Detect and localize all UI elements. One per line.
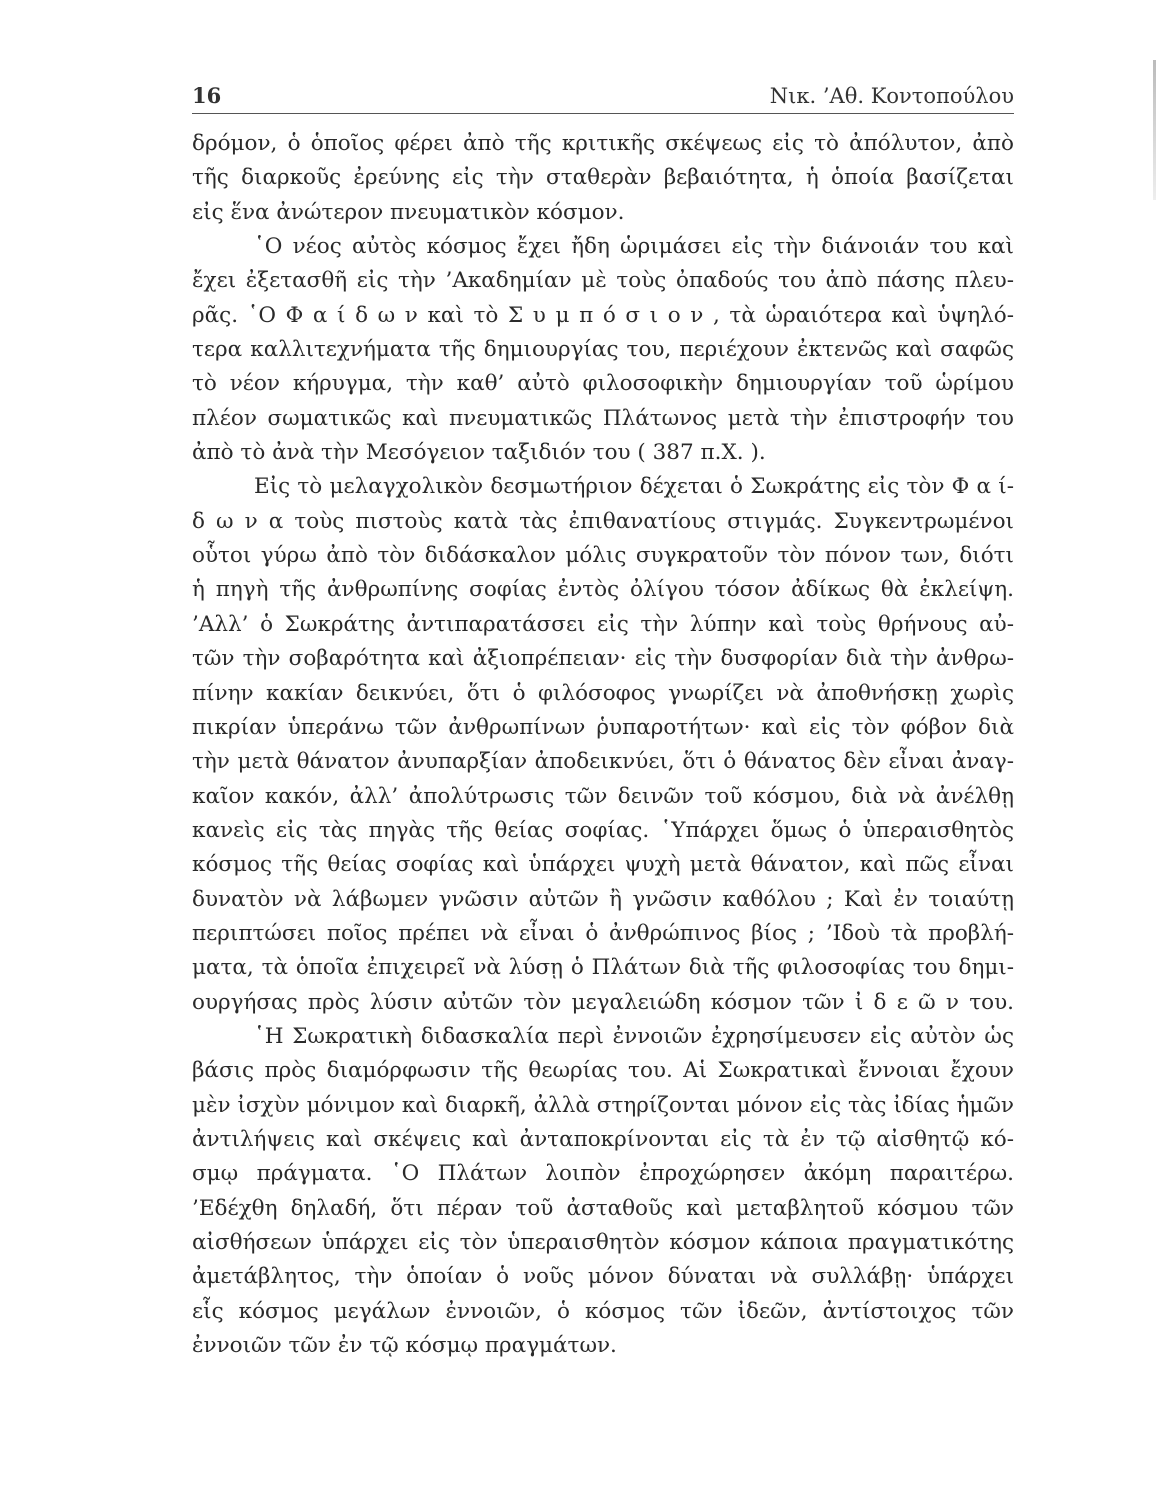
text-line: σμῳ πράγματα. ῾Ο Πλάτων λοιπὸν ἐπροχώρησεν ἀκόμη παραιτέρω. [192,1161,1014,1187]
text-line: δ ω ν α τοὺς πιστοὺς κατὰ τὰς ἐπιθανατίους στιγμάς. Συγκεντρωμένοι [192,508,1014,534]
text-line: ἡ πηγὴ τῆς ἀνθρωπίνης σοφίας ἐντὸς ὀλίγου τόσον ἀδίκως θὰ ἐκλείψη. [192,577,1014,603]
text-line: τῶν τὴν σοβαρότητα καὶ ἀξιοπρέπειαν· εἰς τὴν δυσφορίαν διὰ τὴν ἀνθρω- [192,646,1014,672]
text-line: ἀντιλήψεις καὶ σκέψεις καὶ ἀνταποκρίνονται εἰς τὰ ἐν τῷ αἰσθητῷ κό- [192,1126,1014,1152]
text-line: τερα καλλιτεχνήματα τῆς δημιουργίας του, περιέχουν ἐκτενῶς καὶ σαφῶς [192,337,1014,363]
text-line: βάσις πρὸς διαμόρφωσιν τῆς θεωρίας του. Αἱ Σωκρατικαὶ ἔννοιαι ἔχουν [192,1058,1014,1084]
text-line: ἔχει ἐξετασθῆ εἰς τὴν ’Ακαδημίαν μὲ τοὺς ὀπαδούς του ἀπὸ πάσης πλευ- [192,268,1014,294]
text-line: εἷς κόσμος μεγάλων ἐννοιῶν, ὁ κόσμος τῶν ἰδεῶν, ἀντίστοιχος τῶν [192,1298,1014,1324]
text-line: οὗτοι γύρω ἀπὸ τὸν διδάσκαλον μόλις συγκρατοῦν τὸν πόνον των, διότι [192,543,1014,569]
text-line: ’Εδέχθη δηλαδή, ὅτι πέραν τοῦ ἀσταθοῦς καὶ μεταβλητοῦ κόσμου τῶν [192,1195,1014,1221]
text-line: δρόμον, ὁ ὁποῖος φέρει ἀπὸ τῆς κριτικῆς σκέψεως εἰς τὸ ἀπόλυτον, ἀπὸ [192,131,1014,156]
text-line: ουργήσας πρὸς λύσιν αὐτῶν τὸν μεγαλειώδη κόσμον τῶν ἰ δ ε ῶ ν του. [192,989,1014,1015]
text-line: ἐννοιῶν τῶν ἐν τῷ κόσμῳ πραγμάτων. [192,1333,617,1359]
text-line: ῾Η Σωκρατικὴ διδασκαλία περὶ ἐννοιῶν ἐχρησίμευσεν εἰς αὐτὸν ὡς [254,1023,1014,1049]
body-text [192,127,1014,1363]
text-line: εἰς ἕνα ἀνώτερον πνευματικὸν κόσμον. [192,199,625,225]
text-line: πίνην κακίαν δεικνύει, ὅτι ὁ φιλόσοφος γνωρίζει νὰ ἀποθνήσκῃ χωρὶς [192,680,1014,706]
page-header [192,72,1014,108]
page-edge-mark [1153,60,1156,200]
text-line: δυνατὸν νὰ λάβωμεν γνῶσιν αὐτῶν ἢ γνῶσιν καθόλου ; Καὶ ἐν τοιαύτῃ [192,886,1014,912]
text-line: κόσμος τῆς θείας σοφίας καὶ ὑπάρχει ψυχὴ μετὰ θάνατον, καὶ πῶς εἶναι [192,852,1014,878]
text-line: καῖον κακόν, ἀλλ’ ἀπολύτρωσις τῶν δεινῶν τοῦ κόσμου, διὰ νὰ ἀνέλθῃ [192,783,1014,809]
text-line: τῆς διαρκοῦς ἐρεύνης εἰς τὴν σταθερὰν βεβαιότητα, ἡ ὁποία βασίζεται [192,165,1014,191]
header-rule [192,113,1014,114]
text-line: Εἰς τὸ μελαγχολικὸν δεσμωτήριον δέχεται ὁ Σωκράτης εἰς τὸν Φ α ί- [254,474,1014,500]
text-line: ἀμετάβλητος, τὴν ὁποίαν ὁ νοῦς μόνον δύναται νὰ συλλάβῃ· ὑπάρχει [192,1264,1014,1290]
text-line: ’Αλλ’ ὁ Σωκράτης ἀντιπαρατάσσει εἰς τὴν λύπην καὶ τοὺς θρήνους αὐ- [192,611,1014,637]
text-line: κανεὶς εἰς τὰς πηγὰς τῆς θείας σοφίας. ῾Υπάρχει ὅμως ὁ ὑπεραισθητὸς [192,817,1014,843]
page-number: 16 [192,83,222,108]
text-line: μὲν ἰσχὺν μόνιμον καὶ διαρκῆ, ἀλλὰ στηρίζονται μόνον εἰς τὰς ἰδίας ἡμῶν [192,1092,1014,1118]
text-line: ματα, τὰ ὁποῖα ἐπιχειρεῖ νὰ λύσῃ ὁ Πλάτων διὰ τῆς φιλοσοφίας του δημι- [192,955,1014,981]
text-line: ἀπὸ τὸ ἀνὰ τὴν Μεσόγειον ταξιδιόν του ( 387 π.Χ. ). [192,440,766,466]
text-line: αἰσθήσεων ὑπάρχει εἰς τὸν ὑπεραισθητὸν κόσμον κάποια πραγματικότης [192,1230,1014,1255]
running-title: Νικ. ’Αθ. Κοντοπούλου [769,84,1014,108]
text-line: τὴν μετὰ θάνατον ἀνυπαρξίαν ἀποδεικνύει, ὅτι ὁ θάνατος δὲν εἶναι ἀναγ- [192,749,1014,775]
text-line: πικρίαν ὑπεράνω τῶν ἀνθρωπίνων ῥυπαροτήτων· καὶ εἰς τὸν φόβον διὰ [192,714,1014,740]
text-line: τὸ νέον κήρυγμα, τὴν καθ’ αὐτὸ φιλοσοφικὴν δημιουργίαν τοῦ ὡρίμου [192,371,1014,397]
text-line: ρᾶς. ῾Ο Φ α ί δ ω ν καὶ τὸ Σ υ μ π ό σ ι ο ν , τὰ ὡραιότερα καὶ ὑψηλό- [192,302,1014,328]
text-line: ῾Ο νέος αὐτὸς κόσμος ἔχει ἤδη ὡριμάσει εἰς τὴν διάνοιάν του καὶ [254,234,1014,260]
text-line: πλέον σωματικῶς καὶ πνευματικῶς Πλάτωνος μετὰ τὴν ἐπιστροφήν του [192,405,1014,431]
text-line: περιπτώσει ποῖος πρέπει νὰ εἶναι ὁ ἀνθρώπινος βίος ; ’Ιδοὺ τὰ προβλή- [192,920,1014,946]
